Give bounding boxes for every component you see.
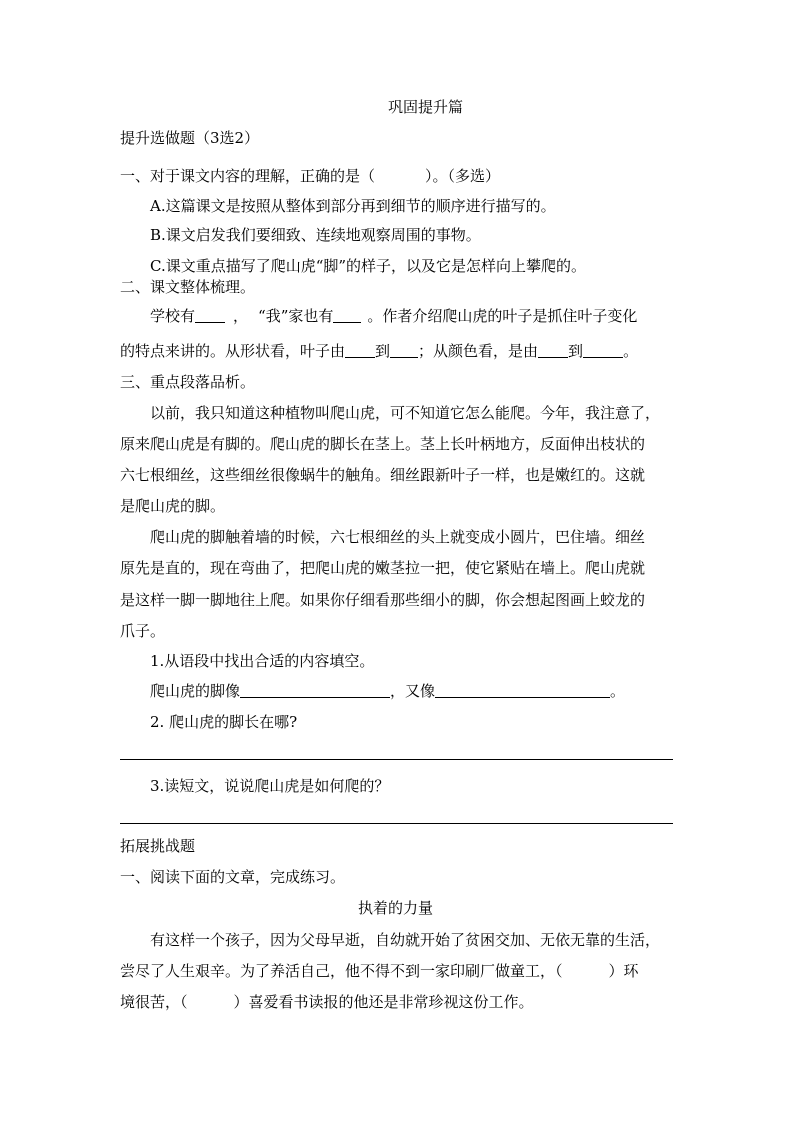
text: 的特点来讲的。从形状看，叶子由 <box>120 342 346 360</box>
subquestion-2: 2. 爬山虎的脚长在哪? <box>150 713 298 731</box>
blank-5[interactable] <box>538 342 568 358</box>
blank-1[interactable] <box>195 307 225 323</box>
article-title: 执着的力量 <box>358 899 434 917</box>
text: 。 <box>610 682 626 700</box>
text: ， <box>233 307 249 325</box>
text: ）喜爱看书读报的他还是非常珍视这份工作。 <box>233 993 534 1011</box>
text: 到 <box>375 342 391 360</box>
blank-6[interactable] <box>583 342 623 358</box>
article-line: 有这样一个孩子，因为父母早逝，自幼就开始了贫困交加、无依无靠的生活， <box>150 931 661 949</box>
text: 爬山虎的脚像 <box>150 682 241 700</box>
question-2-line-1 <box>150 306 637 326</box>
text: ，又像 <box>390 682 436 700</box>
part2-question-1: 一、阅读下面的文章，完成练习。 <box>120 868 346 886</box>
passage-line: 爪子。 <box>120 622 166 640</box>
passage-line: 原来爬山虎是有脚的。爬山虎的脚长在茎上。茎上长叶柄地方，反面伸出枝状的 <box>120 435 646 453</box>
passage-line: 爬山虎的脚触着墙的时候，六七根细丝的头上就变成小圆片，巴住墙。细丝 <box>150 528 646 546</box>
subquestion-1: 1.从语段中找出合适的内容填空。 <box>150 652 375 670</box>
text: 学校有 <box>150 307 196 325</box>
blank-like-1[interactable] <box>240 682 390 698</box>
option-c: C.课文重点描写了爬山虎“脚”的样子，以及它是怎样向上攀爬的。 <box>150 257 587 275</box>
blank-2[interactable] <box>333 307 361 323</box>
blank-4[interactable] <box>390 342 418 358</box>
passage-line: 六七根细丝，这些细丝很像蜗牛的触角。细丝跟新叶子一样，也是嫩红的。这就 <box>120 466 646 484</box>
text: 到 <box>568 342 584 360</box>
subquestion-3: 3.读短文，说说爬山虎是如何爬的？ <box>150 777 390 795</box>
passage-line: 是这样一脚一脚地往上爬。如果你仔细看那些细小的脚，你会想起图画上蛟龙的 <box>120 591 646 609</box>
question-1-stem-start: 一、对于课文内容的理解，正确的是（ <box>120 167 376 185</box>
passage-line: 以前，我只知道这种植物叫爬山虎，可不知道它怎么能爬。今年，我注意了， <box>150 404 661 422</box>
section-title: 巩固提升篇 <box>388 98 464 116</box>
question-3-stem: 三、重点段落品析。 <box>120 373 256 391</box>
option-b: B.课文启发我们要细致、连续地观察周围的事物。 <box>150 226 481 244</box>
passage-line: 是爬山虎的脚。 <box>120 497 226 515</box>
part2-heading: 拓展挑战题 <box>120 837 196 855</box>
option-a: A.这篇课文是按照从整体到部分再到细节的顺序进行描写的。 <box>150 197 556 215</box>
blank-3[interactable] <box>345 342 375 358</box>
text: 。作者介绍爬山虎的叶子是抓住叶子变化 <box>367 307 638 325</box>
text: ）环 <box>608 962 639 980</box>
article-line-2 <box>120 961 639 981</box>
blank-like-2[interactable] <box>435 682 610 698</box>
text: ；从颜色看，是由 <box>418 342 539 360</box>
question-2-line-2 <box>120 341 638 361</box>
question-1-stem <box>120 166 500 186</box>
text: “我”家也有 <box>258 307 334 325</box>
passage-line: 原先是直的，现在弯曲了，把爬山虎的嫩茎拉一把，使它紧贴在墙上。爬山虎就 <box>120 559 646 577</box>
text: 尝尽了人生艰辛。为了养活自己，他不得不到一家印刷厂做童工，（ <box>120 962 563 980</box>
question-2-stem: 二、课文整体梳理。 <box>120 278 256 296</box>
subquestion-1-fill <box>150 681 625 701</box>
answer-line-3[interactable] <box>120 823 673 824</box>
text: 境很苦，（ <box>120 993 188 1011</box>
answer-line-2[interactable] <box>120 759 673 760</box>
question-1-stem-end: ）。（多选） <box>425 167 501 185</box>
text: 。 <box>623 342 639 360</box>
article-line-3 <box>120 992 534 1012</box>
part1-heading: 提升选做题（3选2） <box>120 129 260 147</box>
